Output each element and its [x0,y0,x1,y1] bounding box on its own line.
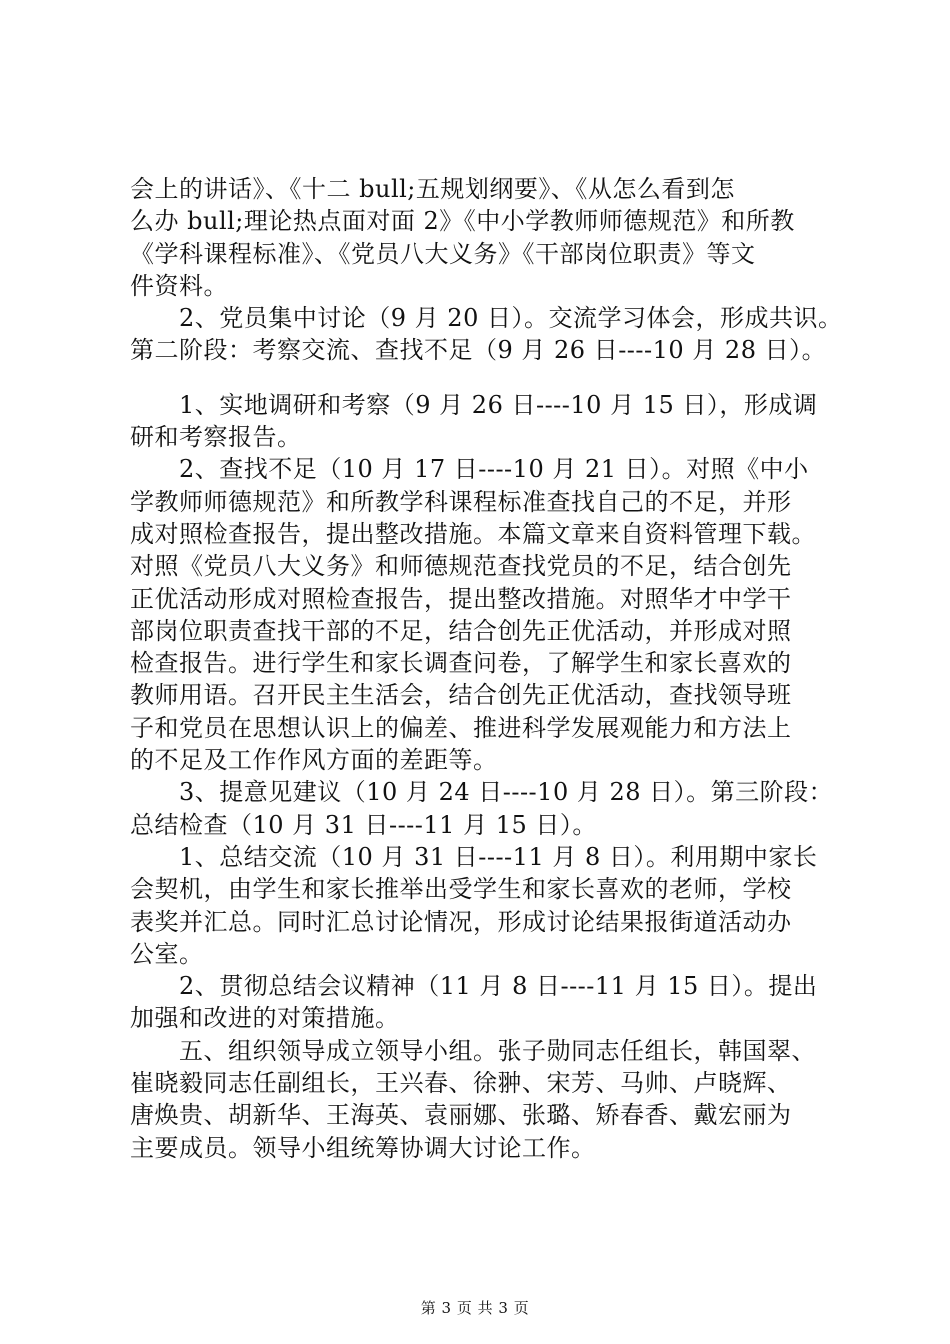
text-line: 检查报告。进行学生和家长调查问卷，了解学生和家长喜欢的 [130,649,792,678]
text-line: 崔晓毅同志任副组长，王兴春、徐翀、宋芳、马帅、卢晓辉、 [130,1069,792,1098]
text-line: 子和党员在思想认识上的偏差、推进科学发展观能力和方法上 [130,713,792,742]
page-footer [0,1297,950,1318]
text-line: 的不足及工作作风方面的差距等。 [130,746,498,775]
text-line: 部岗位职责查找干部的不足，结合创先正优活动，并形成对照 [130,616,792,645]
text-line: 件资料。 [130,271,228,300]
text-line: 会上的讲话》、《十二 bull;五规划纲要》、《从怎么看到怎 [130,175,735,203]
text-line: 1、实地调研和考察（9 月 26 日----10 月 15 日），形成调 [130,390,818,419]
text-line: 公室。 [130,939,204,968]
text-line: 正优活动形成对照检查报告，提出整改措施。对照华才中学干 [130,584,792,613]
text-line: 1、总结交流（10 月 31 日----11 月 8 日）。利用期中家长 [130,842,818,871]
text-line: 五、组织领导成立领导小组。张子勋同志任组长，韩国翠、 [130,1036,816,1065]
text-line: 第二阶段：考察交流、查找不足（9 月 26 日----10 月 28 日）。 [130,336,827,365]
text-line: 2、党员集中讨论（9 月 20 日）。交流学习体会，形成共识。 [130,304,843,333]
text-line: 2、贯彻总结会议精神（11 月 8 日----11 月 15 日）。提出 [130,972,818,1001]
text-line: 总结检查（10 月 31 日----11 月 15 日）。 [130,810,597,839]
page-number-label: 第 3 页 共 3 页 [420,1299,530,1317]
text-line: 3、提意见建议（10 月 24 日----10 月 28 日）。第三阶段： [130,778,834,807]
text-line: 加强和改进的对策措施。 [130,1004,400,1033]
paragraph-gap [130,367,842,389]
body-text [130,173,842,1164]
text-line: 么办 bull;理论热点面对面 2》《中小学教师师德规范》和所教 [130,207,795,236]
text-line: 2、查找不足（10 月 17 日----10 月 21 日）。对照《中小 [130,455,809,484]
text-line: 对照《党员八大义务》和师德规范查找党员的不足，结合创先 [130,552,792,581]
text-line: 研和考察报告。 [130,423,302,452]
text-line: 教师用语。召开民主生活会，结合创先正优活动，查找领导班 [130,681,792,710]
text-line: 主要成员。领导小组统筹协调大讨论工作。 [130,1133,596,1162]
text-line: 《学科课程标准》、《党员八大义务》《干部岗位职责》等文 [130,239,756,268]
text-line: 表奖并汇总。同时汇总讨论情况，形成讨论结果报街道活动办 [130,907,792,936]
text-line: 会契机，由学生和家长推举出受学生和家长喜欢的老师，学校 [130,875,792,904]
text-line: 成对照检查报告，提出整改措施。本篇文章来自资料管理下载。 [130,519,816,548]
text-line: 学教师师德规范》和所教学科课程标准查找自己的不足，并形 [130,487,792,516]
text-line: 唐焕贵、胡新华、王海英、袁丽娜、张璐、矫春香、戴宏丽为 [130,1101,792,1130]
